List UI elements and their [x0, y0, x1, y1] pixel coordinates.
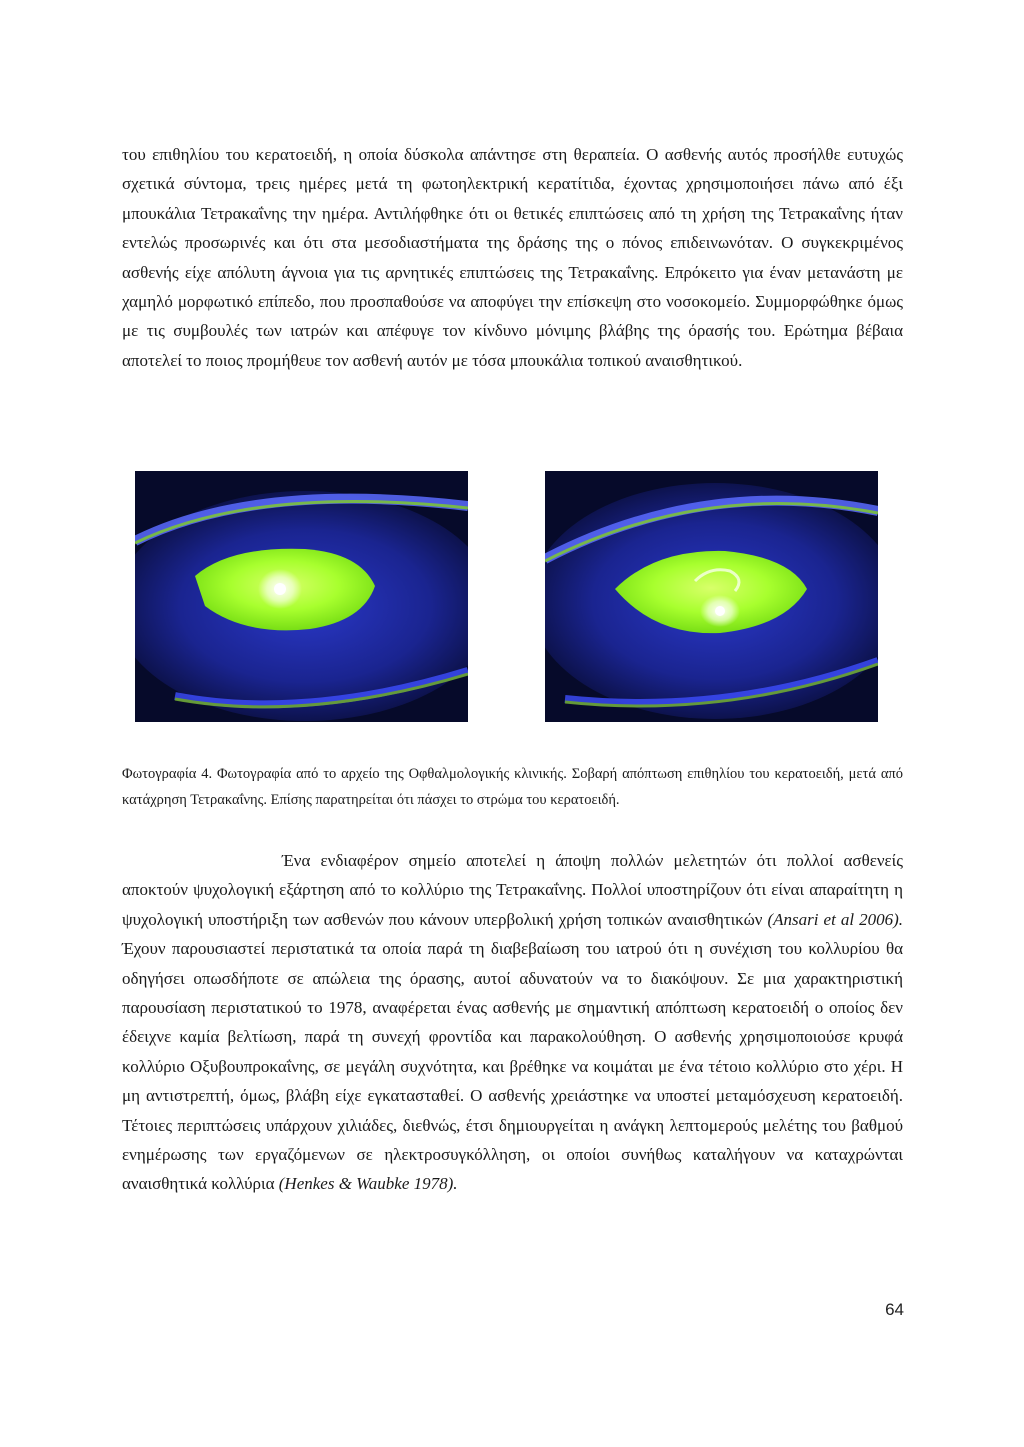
body-paragraph-1: του επιθηλίου του κερατοειδή, η οποία δύσκολα απάντησε στη θεραπεία. Ο ασθενής αυτός προσήλθε ευτυχώς σχετικά σύντομα, τρεις ημέρες μετά τη φωτοηλεκτρική κερατίτιδα, έχοντας χρησιμοποιήσει πάνω από έξι μπουκάλια Τετρακαΐνης την ημέρα. Αντιλήφθηκε ότι οι θετικές επιπτώσεις από τη χρήση της Τετρακαΐνης ήταν εντελώς προσωρινές και ότι στα μεσοδιαστήματα της δράσης της ο πόνος επιδεινωνόταν. Ο συγκεκριμένος ασθενής είχε απόλυτη άγνοια για τις αρνητικές επιπτώσεις της Τετρακαΐνης. Επρόκειτο για έναν μετανάστη με χαμηλό μορφωτικό επίπεδο, που προσπαθούσε να αποφύγει την επίσκεψη στο νοσοκομείο. Συμμορφώθηκε όμως με τις συμβουλές των ιατρών και απέφυγε τον κίνδυνο μόνιμης βλάβης της όρασής του. Ερώτημα βέβαια αποτελεί το ποιος προμήθευε τον ασθενή αυτόν με τόσα μπουκάλια τοπικού αναισθητικού.	[122, 145, 903, 370]
eye-photo-right	[545, 471, 878, 722]
paragraph-2-part-2: Έχουν παρουσιαστεί περιστατικά τα οποία παρά τη διαβεβαίωση του ιατρού ότι η συνέχιση του κολλυρίου θα οδηγήσει οπωσδήποτε σε απώλεια της όρασης, αυτοί αδυνατούν να το διακόψουν. Σε μια χαρακτηριστική παρουσίαση περιστατικού το 1978, αναφέρεται ένας ασθενής με σημαντική απόπτωση κερατοειδή ο οποίος δεν έδειχνε καμία βελτίωση, παρά τη συνεχή φροντίδα και παρακολούθηση. Ο ασθενής χρησιμοποιούσε κρυφά κολλύριο Οξυβουπροκαΐνης, σε μεγάλη συχνότητα, και βρέθηκε να κοιμάται με ένα τέτοιο κολλύριο στο χέρι. Η μη αντιστρεπτή, όμως, βλάβη είχε εγκατασταθεί. Ο ασθενής χρειάστηκε να υποστεί μεταμόσχευση κερατοειδή. Τέτοιες περιπτώσεις υπάρχουν χιλιάδες, διεθνώς, έτσι δημιουργείται η ανάγκη λεπτομερούς μελέτης του βαθμού ενημέρωσης των εργαζόμενων σε ηλεκτροσυγκόλληση, οι οποίοι συνήθως καταλήγουν να καταχρώνται αναισθητικά κολλύρια	[122, 939, 903, 1194]
citation-henkes: (Henkes & Waubke 1978).	[278, 1174, 458, 1194]
slit-lamp-fluorescein-eye-photo-icon	[545, 471, 878, 722]
citation-ansari: (Ansari et al 2006).	[767, 909, 904, 929]
page-number: 64	[885, 1300, 904, 1319]
figure-caption: Φωτογραφία 4. Φωτογραφία από το αρχείο της Οφθαλμολογικής κλινικής. Σοβαρή απόπτωση επιθηλίου του κερατοειδή, μετά από κατάχρηση Τετρακαΐνης. Επίσης παρατηρείται ότι πάσχει το στρώμα του κερατοειδή.	[122, 766, 903, 808]
eye-photo-left	[135, 471, 468, 722]
body-paragraph-2	[122, 846, 903, 1199]
paragraph-2-part-1: Ένα ενδιαφέρον σημείο αποτελεί η άποψη πολλών μελετητών ότι πολλοί ασθενείς αποκτούν ψυχολογική εξάρτηση από το κολλύριο της Τετρακαΐνης. Πολλοί υποστηρίζουν ότι είναι απαραίτητη η ψυχολογική υποστήριξη των ασθενών που κάνουν υπερβολική χρήση τοπικών αναισθητικών	[122, 851, 903, 929]
slit-lamp-fluorescein-eye-photo-icon	[135, 471, 468, 722]
